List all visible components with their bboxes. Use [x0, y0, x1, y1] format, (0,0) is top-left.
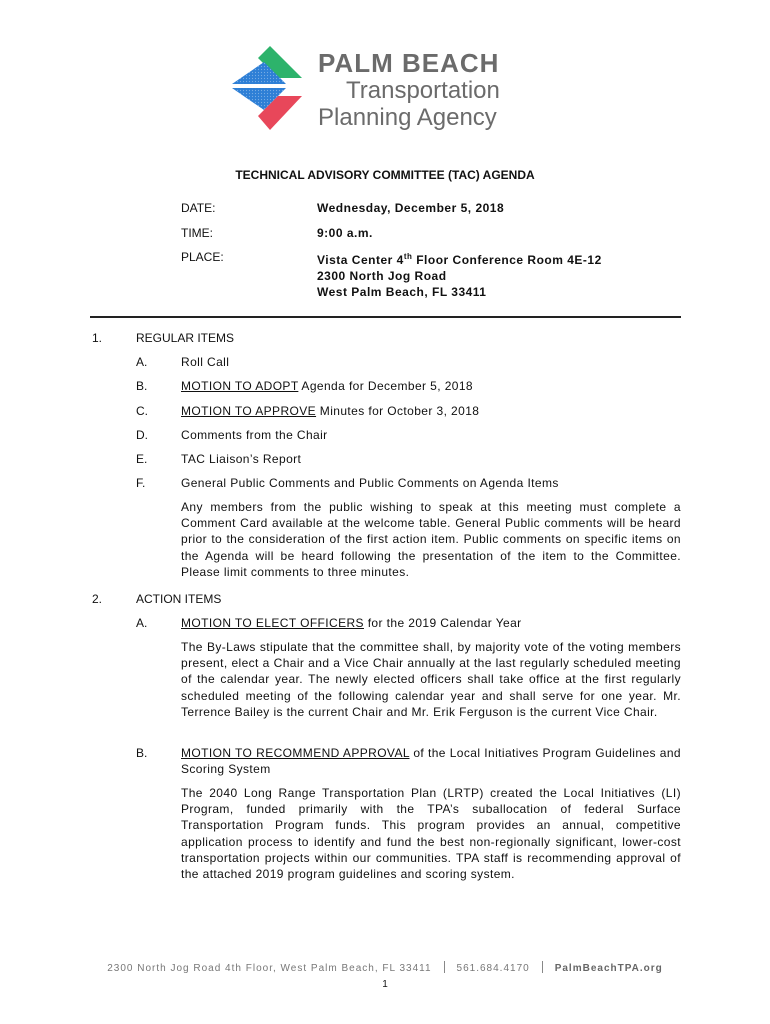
item-text: Minutes for October 3, 2018 — [316, 404, 480, 418]
item-letter: C. — [136, 404, 148, 418]
item-adopt-agenda — [181, 379, 473, 393]
header-divider — [90, 316, 681, 318]
item-letter: E. — [136, 452, 148, 466]
item-letter: F. — [136, 476, 146, 490]
item-motion: MOTION TO ELECT OFFICERS — [181, 616, 364, 630]
item-letter: D. — [136, 428, 148, 442]
item-letter: B. — [136, 746, 148, 760]
logo-line-transportation: Transportation — [346, 77, 500, 104]
item-roll-call — [181, 355, 229, 369]
place-label: PLACE: — [181, 250, 224, 264]
item-text: General Public Comments and Public Comments on Agenda Items — [181, 476, 559, 490]
footer-separator — [542, 961, 543, 973]
item-text: TAC Liaison’s Report — [181, 452, 302, 466]
item-elect-officers — [181, 616, 522, 630]
time-value: 9:00 a.m. — [317, 226, 373, 240]
footer-phone: 561.684.4170 — [456, 963, 530, 974]
item-text: Agenda for December 5, 2018 — [298, 379, 474, 393]
item-letter: B. — [136, 379, 148, 393]
section-title: REGULAR ITEMS — [136, 331, 235, 345]
item-letter: A. — [136, 355, 148, 369]
date-label: DATE: — [181, 201, 216, 215]
item-liaison-report — [181, 452, 301, 466]
section-title: ACTION ITEMS — [136, 592, 222, 606]
item-motion: MOTION TO ADOPT — [181, 379, 299, 393]
logo-line-palm-beach: PALM BEACH — [318, 48, 500, 78]
item-recommend-approval — [181, 745, 681, 777]
item-description: The By-Laws stipulate that the committee shall, by majority vote of the voting members present, elect a Chair and a Vice Chair annually at the last regularly scheduled meeting of the calendar year. The newly elected officers shall take office at the first regularly scheduled meeting of the following calendar year and shall serve for one year. Mr. Terrence Bailey is the current Chair and Mr. Erik Ferguson is the current Vice Chair. — [181, 640, 681, 719]
item-public-comments — [181, 476, 559, 490]
footer-separator — [444, 961, 445, 973]
place-value — [317, 249, 602, 300]
item-text: Roll Call — [181, 355, 230, 369]
item-letter: A. — [136, 616, 148, 630]
item-description: The 2040 Long Range Transportation Plan (LRTP) created the Local Initiatives (LI) Program, funded primarily with the TPA’s suballocation of federal Surface Transportation Program funds. This program provides an annual, competitive application process to identify and fund the best non-regionally significant, lower-cost transportation projects within our communities. TPA staff is recommending approval of the attached 2019 program guidelines and scoring system. — [181, 786, 681, 882]
footer-website-link[interactable]: PalmBeachTPA.org — [554, 963, 663, 974]
footer-address: 2300 North Jog Road 4th Floor, West Palm Beach, FL 33411 — [107, 963, 432, 974]
item-approve-minutes — [181, 404, 479, 418]
agency-logo-text — [318, 50, 500, 130]
place-line-2: 2300 North Jog Road — [317, 269, 447, 283]
logo-line-planning-agency: Planning Agency — [318, 104, 497, 131]
item-motion: MOTION TO APPROVE — [181, 404, 317, 418]
page-number: 1 — [382, 979, 388, 990]
place-line-3: West Palm Beach, FL 33411 — [317, 285, 487, 299]
date-value: Wednesday, December 5, 2018 — [317, 201, 505, 215]
page-footer — [0, 961, 770, 974]
agency-logo — [230, 44, 550, 136]
item-text: Comments from the Chair — [181, 428, 328, 442]
place-line-1-sup: th — [403, 252, 413, 261]
place-line-1-pre: Vista Center 4 — [317, 253, 404, 267]
agenda-title: TECHNICAL ADVISORY COMMITTEE (TAC) AGENDA — [235, 168, 535, 182]
item-motion: MOTION TO RECOMMEND APPROVAL — [181, 746, 410, 760]
time-label: TIME: — [181, 226, 213, 240]
section-number: 2. — [92, 592, 103, 606]
item-chair-comments — [181, 428, 328, 442]
place-line-1-post: Floor Conference Room 4E-12 — [412, 253, 602, 267]
agency-logo-mark-icon — [230, 44, 320, 136]
item-text: of the Local Initiatives Program Guidelines and Scoring System — [181, 746, 681, 777]
section-number: 1. — [92, 331, 103, 345]
item-text: for the 2019 Calendar Year — [363, 616, 522, 630]
place-line-1 — [317, 249, 602, 268]
item-description: Any members from the public wishing to speak at this meeting must complete a Comment Card available at the welcome table. General Public comments will be heard prior to the consideration of the first action item. Public comments on specific items on the Agenda will be heard following the presentation of the item to the Committee. Please limit comments to three minutes. — [181, 500, 681, 579]
